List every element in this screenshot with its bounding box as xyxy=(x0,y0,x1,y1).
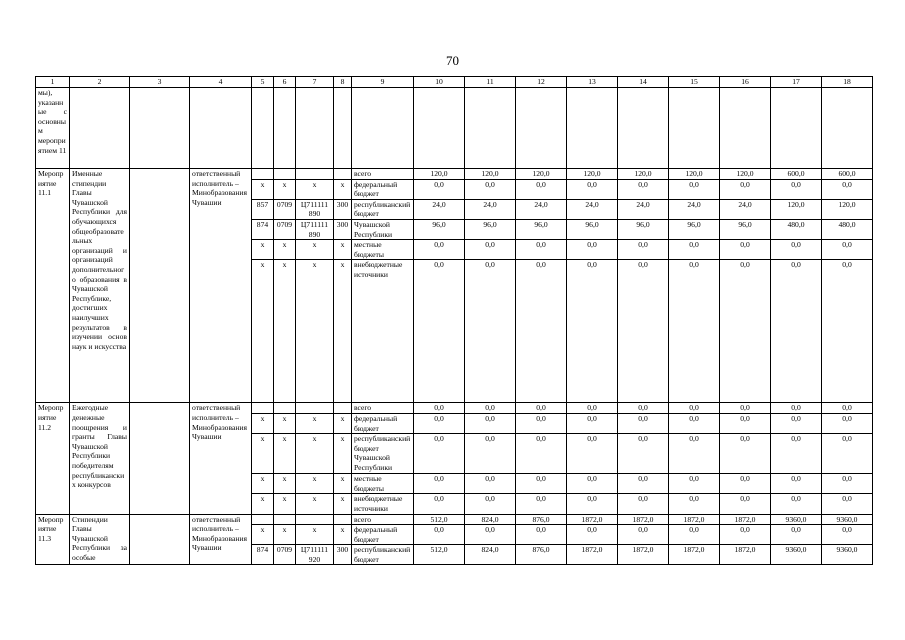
expense-type: х xyxy=(334,260,352,403)
amount-cell: 24,0 xyxy=(618,199,669,219)
amount-cell: 1872,0 xyxy=(669,545,720,565)
amount-cell: 0,0 xyxy=(822,525,873,545)
table-row xyxy=(36,403,873,414)
target-article: Ц711111 890 xyxy=(296,219,334,239)
grbs-code: х xyxy=(252,474,274,494)
amount-cell: 0,0 xyxy=(669,434,720,474)
amount-cell: 0,0 xyxy=(414,434,465,474)
amount-cell: 0,0 xyxy=(669,494,720,514)
grbs-code: 857 xyxy=(252,199,274,219)
amount-cell: 1872,0 xyxy=(618,514,669,525)
amount-cell: 0,0 xyxy=(669,413,720,433)
amount-cell: 0,0 xyxy=(771,525,822,545)
empty-cell xyxy=(414,88,465,169)
section-code xyxy=(274,514,296,525)
funding-source: всего xyxy=(352,169,414,180)
column-3-cell xyxy=(130,514,190,565)
column-header: 5 xyxy=(252,77,274,88)
amount-cell: 1872,0 xyxy=(567,545,618,565)
section-code: х xyxy=(274,260,296,403)
empty-cell xyxy=(70,88,130,169)
amount-cell: 9360,0 xyxy=(771,545,822,565)
continuation-row xyxy=(36,88,873,169)
amount-cell: 0,0 xyxy=(771,403,822,414)
amount-cell: 0,0 xyxy=(618,179,669,199)
amount-cell: 0,0 xyxy=(567,525,618,545)
amount-cell: 0,0 xyxy=(720,525,771,545)
amount-cell: 96,0 xyxy=(669,219,720,239)
amount-cell: 600,0 xyxy=(771,169,822,180)
amount-cell: 0,0 xyxy=(822,434,873,474)
section-code: х xyxy=(274,434,296,474)
empty-cell xyxy=(274,88,296,169)
funding-source: всего xyxy=(352,403,414,414)
amount-cell: 9360,0 xyxy=(771,514,822,525)
section-code: 0709 xyxy=(274,199,296,219)
empty-cell xyxy=(618,88,669,169)
column-header: 17 xyxy=(771,77,822,88)
amount-cell: 480,0 xyxy=(822,219,873,239)
section-code: х xyxy=(274,240,296,260)
page-number: 70 xyxy=(446,53,459,68)
amount-cell: 120,0 xyxy=(567,169,618,180)
target-article: х xyxy=(296,260,334,403)
amount-cell: 0,0 xyxy=(567,434,618,474)
column-header: 14 xyxy=(618,77,669,88)
funding-source: республиканский бюджет Чувашской Республики xyxy=(352,434,414,474)
empty-cell xyxy=(822,88,873,169)
amount-cell: 0,0 xyxy=(414,260,465,403)
expense-type: 300 xyxy=(334,199,352,219)
amount-cell: 0,0 xyxy=(822,403,873,414)
section-code: х xyxy=(274,494,296,514)
funding-source: внебюджетные источники xyxy=(352,494,414,514)
column-header: 18 xyxy=(822,77,873,88)
amount-cell: 0,0 xyxy=(414,413,465,433)
empty-cell xyxy=(720,88,771,169)
amount-cell: 120,0 xyxy=(465,169,516,180)
column-header: 3 xyxy=(130,77,190,88)
responsible-executor: ответственный исполнитель – Минобразования Чувашии xyxy=(190,403,252,514)
section-code: х xyxy=(274,474,296,494)
target-article: х xyxy=(296,434,334,474)
measure-name: Мероприятие 11.1 xyxy=(36,169,70,403)
amount-cell: 0,0 xyxy=(720,260,771,403)
amount-cell: 24,0 xyxy=(669,199,720,219)
amount-cell: 0,0 xyxy=(567,494,618,514)
grbs-code: 874 xyxy=(252,219,274,239)
amount-cell: 0,0 xyxy=(618,474,669,494)
amount-cell: 0,0 xyxy=(822,413,873,433)
expense-type: х xyxy=(334,179,352,199)
amount-cell: 480,0 xyxy=(771,219,822,239)
empty-cell xyxy=(771,88,822,169)
amount-cell: 0,0 xyxy=(720,474,771,494)
amount-cell: 0,0 xyxy=(465,260,516,403)
funding-source: республиканский бюджет xyxy=(352,545,414,565)
amount-cell: 0,0 xyxy=(516,403,567,414)
amount-cell: 600,0 xyxy=(822,169,873,180)
amount-cell: 0,0 xyxy=(465,474,516,494)
amount-cell: 0,0 xyxy=(567,413,618,433)
amount-cell: 0,0 xyxy=(465,413,516,433)
column-3-cell xyxy=(130,169,190,403)
amount-cell: 0,0 xyxy=(771,240,822,260)
measure-description: Ежегодные денежные поощрения и гранты Главы Чувашской Республики победителям республиканских конкурсов xyxy=(70,403,130,514)
section-code: х xyxy=(274,179,296,199)
amount-cell: 0,0 xyxy=(618,260,669,403)
expense-type: х xyxy=(334,413,352,433)
empty-cell xyxy=(334,88,352,169)
amount-cell: 96,0 xyxy=(516,219,567,239)
column-header: 12 xyxy=(516,77,567,88)
funding-source: Чувашской Республики xyxy=(352,219,414,239)
grbs-code: х xyxy=(252,494,274,514)
amount-cell: 824,0 xyxy=(465,514,516,525)
column-header: 6 xyxy=(274,77,296,88)
amount-cell: 0,0 xyxy=(516,240,567,260)
expense-type: х xyxy=(334,240,352,260)
amount-cell: 0,0 xyxy=(618,413,669,433)
expense-type xyxy=(334,514,352,525)
grbs-code: х xyxy=(252,413,274,433)
responsible-executor: ответственный исполнитель – Минобразования Чувашии xyxy=(190,514,252,565)
amount-cell: 1872,0 xyxy=(669,514,720,525)
amount-cell: 96,0 xyxy=(618,219,669,239)
responsible-executor: ответственный исполнитель – Минобразования Чувашии xyxy=(190,169,252,403)
column-header: 15 xyxy=(669,77,720,88)
target-article: х xyxy=(296,413,334,433)
amount-cell: 0,0 xyxy=(414,525,465,545)
amount-cell: 0,0 xyxy=(618,240,669,260)
target-article: х xyxy=(296,240,334,260)
section-code xyxy=(274,403,296,414)
column-header: 4 xyxy=(190,77,252,88)
amount-cell: 1872,0 xyxy=(720,545,771,565)
section-code: х xyxy=(274,525,296,545)
amount-cell: 9360,0 xyxy=(822,545,873,565)
amount-cell: 0,0 xyxy=(516,494,567,514)
measure-name: Мероприятие 11.2 xyxy=(36,403,70,514)
amount-cell: 0,0 xyxy=(567,403,618,414)
grbs-code: х xyxy=(252,240,274,260)
amount-cell: 9360,0 xyxy=(822,514,873,525)
column-header: 11 xyxy=(465,77,516,88)
target-article: х xyxy=(296,474,334,494)
amount-cell: 120,0 xyxy=(771,199,822,219)
amount-cell: 0,0 xyxy=(669,474,720,494)
amount-cell: 0,0 xyxy=(516,413,567,433)
empty-cell xyxy=(669,88,720,169)
amount-cell: 824,0 xyxy=(465,545,516,565)
target-article: х xyxy=(296,494,334,514)
amount-cell: 0,0 xyxy=(618,434,669,474)
funding-source: федеральный бюджет xyxy=(352,413,414,433)
column-header: 7 xyxy=(296,77,334,88)
amount-cell: 96,0 xyxy=(465,219,516,239)
empty-cell xyxy=(465,88,516,169)
expense-type xyxy=(334,403,352,414)
amount-cell: 24,0 xyxy=(720,199,771,219)
empty-cell xyxy=(190,88,252,169)
grbs-code: х xyxy=(252,260,274,403)
amount-cell: 120,0 xyxy=(822,199,873,219)
target-article xyxy=(296,514,334,525)
amount-cell: 96,0 xyxy=(567,219,618,239)
expense-type: 300 xyxy=(334,545,352,565)
amount-cell: 120,0 xyxy=(414,169,465,180)
amount-cell: 0,0 xyxy=(771,494,822,514)
amount-cell: 0,0 xyxy=(822,494,873,514)
funding-source: федеральный бюджет xyxy=(352,525,414,545)
grbs-code xyxy=(252,403,274,414)
amount-cell: 0,0 xyxy=(669,260,720,403)
amount-cell: 24,0 xyxy=(465,199,516,219)
amount-cell: 876,0 xyxy=(516,545,567,565)
table-body xyxy=(36,77,873,565)
amount-cell: 0,0 xyxy=(465,403,516,414)
funding-source: республиканский бюджет xyxy=(352,199,414,219)
column-header: 8 xyxy=(334,77,352,88)
amount-cell: 120,0 xyxy=(516,169,567,180)
empty-cell xyxy=(296,88,334,169)
amount-cell: 1872,0 xyxy=(720,514,771,525)
amount-cell: 0,0 xyxy=(618,403,669,414)
amount-cell: 0,0 xyxy=(771,179,822,199)
amount-cell: 0,0 xyxy=(720,434,771,474)
amount-cell: 0,0 xyxy=(465,494,516,514)
funding-source: федеральный бюджет xyxy=(352,179,414,199)
amount-cell: 512,0 xyxy=(414,514,465,525)
expense-type: х xyxy=(334,525,352,545)
column-header: 13 xyxy=(567,77,618,88)
amount-cell: 1872,0 xyxy=(618,545,669,565)
amount-cell: 0,0 xyxy=(822,474,873,494)
amount-cell: 24,0 xyxy=(516,199,567,219)
funding-source: всего xyxy=(352,514,414,525)
amount-cell: 0,0 xyxy=(822,240,873,260)
empty-cell xyxy=(516,88,567,169)
amount-cell: 0,0 xyxy=(516,525,567,545)
target-article: х xyxy=(296,179,334,199)
grbs-code xyxy=(252,514,274,525)
table-row xyxy=(36,514,873,525)
column-number-row xyxy=(36,77,873,88)
empty-cell xyxy=(567,88,618,169)
amount-cell: 0,0 xyxy=(720,179,771,199)
section-code xyxy=(274,169,296,180)
amount-cell: 0,0 xyxy=(618,525,669,545)
measure-description: Стипендии Главы Чувашской Республики за особые xyxy=(70,514,130,565)
measure-description: Именные стипендии Главы Чувашской Республики для обучающихся общеобразовательных организаций и организаций дополнительного образования в Чувашской Республике, достигших наилучших результатов в изучении основ наук и искусства xyxy=(70,169,130,403)
empty-cell xyxy=(130,88,190,169)
column-3-cell xyxy=(130,403,190,514)
amount-cell: 0,0 xyxy=(771,434,822,474)
amount-cell: 1872,0 xyxy=(567,514,618,525)
funding-source: внебюджетные источники xyxy=(352,260,414,403)
funding-source: местные бюджеты xyxy=(352,474,414,494)
amount-cell: 0,0 xyxy=(720,413,771,433)
amount-cell: 0,0 xyxy=(669,525,720,545)
grbs-code: х xyxy=(252,179,274,199)
target-article: Ц711111 890 xyxy=(296,199,334,219)
section-code: 0709 xyxy=(274,545,296,565)
amount-cell: 120,0 xyxy=(669,169,720,180)
amount-cell: 0,0 xyxy=(669,403,720,414)
grbs-code: х xyxy=(252,434,274,474)
amount-cell: 0,0 xyxy=(567,260,618,403)
amount-cell: 0,0 xyxy=(465,179,516,199)
empty-cell xyxy=(352,88,414,169)
column-header: 2 xyxy=(70,77,130,88)
amount-cell: 0,0 xyxy=(822,179,873,199)
target-article: Ц711111 920 xyxy=(296,545,334,565)
amount-cell: 120,0 xyxy=(720,169,771,180)
empty-cell xyxy=(252,88,274,169)
expense-type: х xyxy=(334,494,352,514)
amount-cell: 0,0 xyxy=(414,179,465,199)
amount-cell: 96,0 xyxy=(720,219,771,239)
table-row xyxy=(36,169,873,180)
expense-type: х xyxy=(334,434,352,474)
amount-cell: 24,0 xyxy=(414,199,465,219)
grbs-code xyxy=(252,169,274,180)
column-header: 16 xyxy=(720,77,771,88)
amount-cell: 0,0 xyxy=(669,240,720,260)
amount-cell: 0,0 xyxy=(720,494,771,514)
amount-cell: 0,0 xyxy=(516,179,567,199)
amount-cell: 0,0 xyxy=(414,403,465,414)
amount-cell: 0,0 xyxy=(516,434,567,474)
amount-cell: 0,0 xyxy=(414,240,465,260)
grbs-code: 874 xyxy=(252,545,274,565)
amount-cell: 0,0 xyxy=(720,240,771,260)
column-header: 10 xyxy=(414,77,465,88)
expense-type: х xyxy=(334,474,352,494)
amount-cell: 0,0 xyxy=(516,474,567,494)
amount-cell: 0,0 xyxy=(669,179,720,199)
budget-table xyxy=(35,76,873,565)
amount-cell: 0,0 xyxy=(516,260,567,403)
amount-cell: 0,0 xyxy=(771,413,822,433)
grbs-code: х xyxy=(252,525,274,545)
amount-cell: 0,0 xyxy=(618,494,669,514)
target-article xyxy=(296,403,334,414)
amount-cell: 0,0 xyxy=(720,403,771,414)
amount-cell: 0,0 xyxy=(771,474,822,494)
amount-cell: 96,0 xyxy=(414,219,465,239)
amount-cell: 0,0 xyxy=(465,434,516,474)
amount-cell: 0,0 xyxy=(414,474,465,494)
amount-cell: 0,0 xyxy=(822,260,873,403)
amount-cell: 0,0 xyxy=(567,474,618,494)
amount-cell: 0,0 xyxy=(771,260,822,403)
section-code: х xyxy=(274,413,296,433)
target-article: х xyxy=(296,525,334,545)
amount-cell: 120,0 xyxy=(618,169,669,180)
column-header: 1 xyxy=(36,77,70,88)
amount-cell: 0,0 xyxy=(465,525,516,545)
amount-cell: 0,0 xyxy=(414,494,465,514)
column-header: 9 xyxy=(352,77,414,88)
amount-cell: 876,0 xyxy=(516,514,567,525)
amount-cell: 0,0 xyxy=(567,179,618,199)
measure-name: Мероприятие 11.3 xyxy=(36,514,70,565)
amount-cell: 24,0 xyxy=(567,199,618,219)
amount-cell: 0,0 xyxy=(567,240,618,260)
funding-source: местные бюджеты xyxy=(352,240,414,260)
section-code: 0709 xyxy=(274,219,296,239)
amount-cell: 0,0 xyxy=(465,240,516,260)
continuation-cell: мы), указанные с основным мероприятием 11 xyxy=(36,88,70,169)
expense-type: 300 xyxy=(334,219,352,239)
amount-cell: 512,0 xyxy=(414,545,465,565)
target-article xyxy=(296,169,334,180)
expense-type xyxy=(334,169,352,180)
